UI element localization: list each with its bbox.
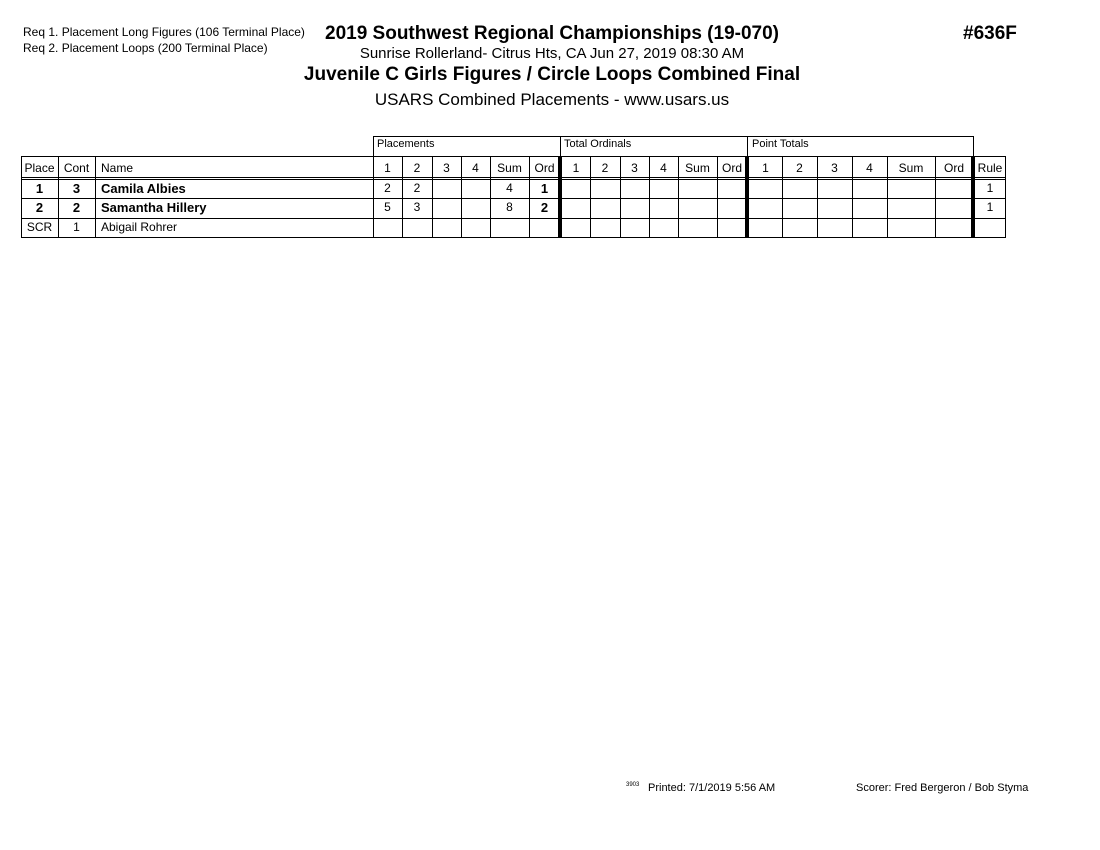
column-border xyxy=(1005,156,1006,238)
column-header-point-totals-2: 3 xyxy=(831,161,838,175)
column-header-placements-3: 4 xyxy=(472,161,479,175)
competition-title: 2019 Southwest Regional Championships (19-070) xyxy=(325,23,779,44)
row-placement-4: 8 xyxy=(506,200,513,214)
column-header-placements-0: 1 xyxy=(384,161,391,175)
row-point-total-3 xyxy=(852,218,887,237)
row-placement-0: 5 xyxy=(384,200,391,214)
row-name: Samantha Hillery xyxy=(101,200,207,215)
column-header-placements-4: Sum xyxy=(497,161,522,175)
row-placement-0: 2 xyxy=(384,181,391,195)
column-header-point-totals-4: Sum xyxy=(898,161,924,175)
row-point-total-1 xyxy=(782,218,817,237)
column-header-total-ordinals-2: 3 xyxy=(631,161,638,175)
event-number: #636F xyxy=(963,23,1017,44)
row-place: SCR xyxy=(26,220,53,234)
scorer-names: Scorer: Fred Bergeron / Bob Styma xyxy=(856,782,1029,794)
row-point-total-5 xyxy=(935,179,973,198)
row-total-ordinal-2 xyxy=(620,179,649,198)
row-place: 2 xyxy=(35,200,44,215)
row-point-total-2 xyxy=(817,198,852,217)
row-total-ordinal-5 xyxy=(717,198,747,217)
row-place: 1 xyxy=(35,181,44,196)
header-top-border xyxy=(21,156,1005,157)
row-total-ordinal-0 xyxy=(562,179,590,198)
column-header-total-ordinals-1: 2 xyxy=(601,161,609,175)
column-header-name: Name xyxy=(101,161,134,175)
requirement-1: Req 1. Placement Long Figures (106 Terminal Place) xyxy=(23,25,305,39)
group-header-total-ordinals: Total Ordinals xyxy=(564,138,632,150)
report-code: 3903 xyxy=(626,782,640,788)
event-name: Juvenile C Girls Figures / Circle Loops Combined Final xyxy=(303,64,801,85)
row-name: Camila Albies xyxy=(101,181,186,196)
row-placement-4: 4 xyxy=(506,181,513,195)
row-placement-0 xyxy=(373,218,402,237)
column-header-place: Place xyxy=(24,161,55,175)
row-placement-2 xyxy=(432,218,461,237)
row-total-ordinal-4 xyxy=(678,179,717,198)
row-cont: 1 xyxy=(73,220,80,234)
column-header-placements-2: 3 xyxy=(443,161,450,175)
row-placement-5 xyxy=(529,218,560,237)
row-point-total-4 xyxy=(887,218,935,237)
column-header-placements-5: Ord xyxy=(534,161,555,175)
column-header-placements-1: 2 xyxy=(413,161,421,175)
column-header-total-ordinals-4: Sum xyxy=(685,161,710,175)
row-total-ordinal-0 xyxy=(562,218,590,237)
row-cont: 3 xyxy=(72,181,81,196)
column-header-point-totals-3: 4 xyxy=(866,161,873,175)
row-point-total-2 xyxy=(817,179,852,198)
group-header-top-border xyxy=(373,136,973,137)
requirement-2: Req 2. Placement Loops (200 Terminal Place) xyxy=(23,41,268,55)
row-point-total-4 xyxy=(887,198,935,217)
group-border xyxy=(373,136,374,156)
row-total-ordinal-5 xyxy=(717,179,747,198)
row-total-ordinal-1 xyxy=(590,179,620,198)
row-total-ordinal-4 xyxy=(678,198,717,217)
column-header-total-ordinals-0: 1 xyxy=(572,161,580,175)
row-total-ordinal-2 xyxy=(620,218,649,237)
row-placement-5: 2 xyxy=(540,200,549,215)
row-total-ordinal-0 xyxy=(562,198,590,217)
subtitle: USARS Combined Placements - www.usars.us xyxy=(374,90,730,109)
location-date: Sunrise Rollerland- Citrus Hts, CA Jun 27, 2019 08:30 AM xyxy=(359,45,745,62)
row-placement-3 xyxy=(461,218,490,237)
row-rule: 1 xyxy=(986,200,994,214)
row-point-total-0 xyxy=(749,179,782,198)
row-point-total-1 xyxy=(782,179,817,198)
group-border xyxy=(747,136,748,156)
table-bottom-border xyxy=(21,237,1005,238)
row-point-total-2 xyxy=(817,218,852,237)
row-placement-1: 3 xyxy=(413,200,421,214)
row-total-ordinal-4 xyxy=(678,218,717,237)
column-header-rule: Rule xyxy=(977,161,1003,175)
row-total-ordinal-3 xyxy=(649,198,678,217)
row-total-ordinal-2 xyxy=(620,198,649,217)
column-header-cont: Cont xyxy=(63,161,90,175)
group-border xyxy=(973,136,974,156)
row-placement-3 xyxy=(461,179,490,198)
row-placement-1: 2 xyxy=(413,181,421,195)
row-placement-1 xyxy=(402,218,432,237)
row-total-ordinal-3 xyxy=(649,179,678,198)
column-header-point-totals-5: Ord xyxy=(943,161,964,175)
printed-timestamp: Printed: 7/1/2019 5:56 AM xyxy=(648,782,776,794)
group-border xyxy=(560,136,561,156)
row-point-total-1 xyxy=(782,198,817,217)
row-placement-3 xyxy=(461,198,490,217)
row-point-total-3 xyxy=(852,179,887,198)
row-placement-2 xyxy=(432,179,461,198)
column-header-total-ordinals-3: 4 xyxy=(660,161,667,175)
row-total-ordinal-5 xyxy=(717,218,747,237)
column-header-point-totals-1: 2 xyxy=(796,161,803,175)
row-total-ordinal-1 xyxy=(590,218,620,237)
column-header-total-ordinals-5: Ord xyxy=(721,161,742,175)
row-placement-4 xyxy=(490,218,529,237)
row-total-ordinal-1 xyxy=(590,198,620,217)
row-point-total-3 xyxy=(852,198,887,217)
row-placement-5: 1 xyxy=(540,181,549,196)
group-header-point-totals: Point Totals xyxy=(752,138,809,150)
column-header-point-totals-0: 1 xyxy=(762,161,769,175)
row-placement-2 xyxy=(432,198,461,217)
row-name: Abigail Rohrer xyxy=(101,220,178,234)
row-point-total-0 xyxy=(749,198,782,217)
row-point-total-4 xyxy=(887,179,935,198)
row-point-total-5 xyxy=(935,198,973,217)
row-point-total-0 xyxy=(749,218,782,237)
row-cont: 2 xyxy=(72,200,81,215)
row-rule: 1 xyxy=(986,181,994,195)
group-header-placements: Placements xyxy=(377,138,435,150)
row-point-total-5 xyxy=(935,218,973,237)
row-total-ordinal-3 xyxy=(649,218,678,237)
row-rule xyxy=(975,218,1005,237)
